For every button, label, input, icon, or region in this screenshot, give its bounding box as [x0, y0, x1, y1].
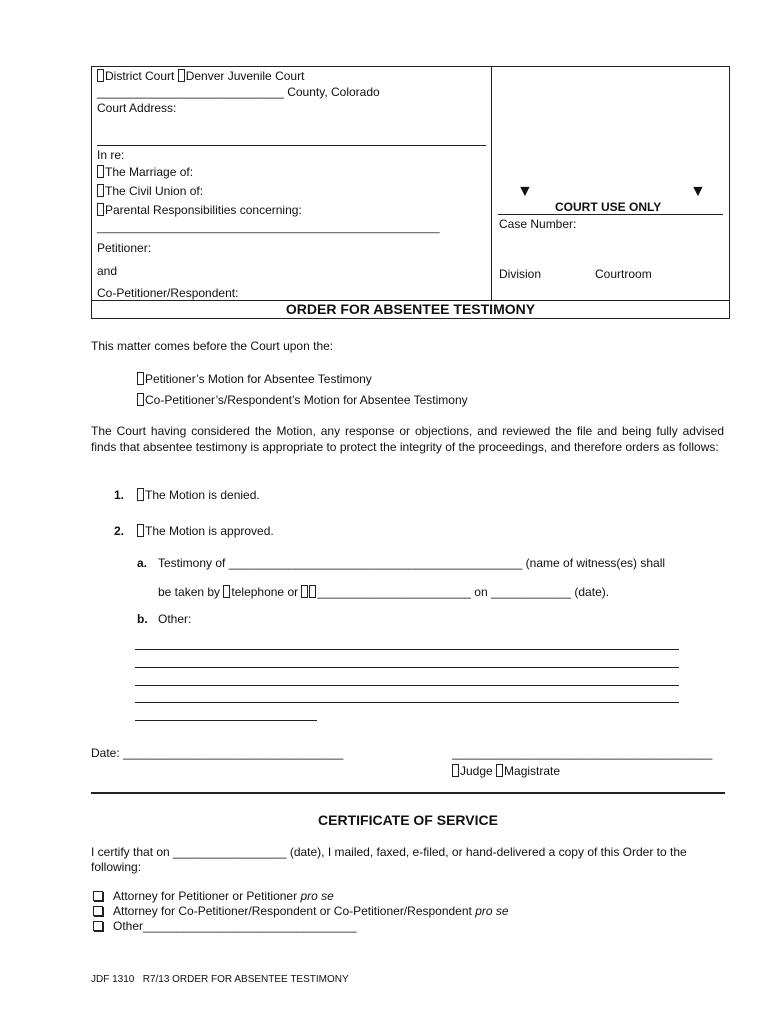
certificate-text: I certify that on _________________ (date), I mailed, faxed, e-filed, or hand-delivered a copy of this Order to the following: [91, 845, 687, 874]
motion-approved-label: The Motion is approved. [145, 524, 274, 538]
findings-paragraph: The Court having considered the Motion, any response or objections, and reviewed the file and being fully advised finds that absentee testimony is appropriate to protect the integrity of the proceedings, and therefore orders as follows: [91, 424, 724, 454]
other-line-1[interactable] [135, 649, 679, 650]
method-date-line: _______________________ on ____________ (date). [317, 585, 610, 599]
judge-checkbox[interactable] [452, 764, 459, 777]
testimony-of-line: Testimony of ____________________________________________ (name of witness(es) shall [158, 556, 666, 570]
signer-type-row [452, 764, 560, 778]
motion-denied-checkbox[interactable] [137, 488, 144, 501]
service-option-1 [93, 889, 334, 903]
in-re-label: In re: [97, 148, 125, 162]
motion-petitioner-checkbox[interactable] [137, 372, 144, 385]
court-address-label: Court Address: [97, 101, 177, 115]
other-line-2[interactable] [135, 667, 679, 668]
court-type-row [97, 69, 304, 83]
parental-checkbox[interactable] [97, 203, 104, 216]
civil-union-row [97, 184, 203, 198]
taken-by-label: be taken by [158, 585, 224, 599]
division-label: Division [499, 267, 542, 281]
parental-row [97, 203, 302, 217]
service-option-2-label: Attorney for Co-Petitioner/Respondent or Co-Petitioner/Respondent [113, 904, 476, 918]
courtroom-label: Courtroom [595, 267, 652, 281]
juvenile-court-label: Denver Juvenile Court [185, 69, 305, 83]
item1-number: 1. [114, 488, 125, 502]
date-line[interactable]: Date: _________________________________ [91, 746, 344, 760]
taken-by-row [158, 585, 609, 599]
subitem-b-label: b. [137, 612, 148, 626]
section-divider [91, 792, 725, 794]
magistrate-checkbox[interactable] [496, 764, 503, 777]
service-option-1-checkbox[interactable] [93, 891, 103, 901]
co-petitioner-label: Co-Petitioner/Respondent: [97, 286, 239, 300]
telephone-label: telephone or [231, 585, 302, 599]
other-method-checkbox-2[interactable] [309, 585, 316, 598]
service-option-1-ital: pro se [300, 889, 334, 903]
motion-co-label: Co-Petitioner’s/Respondent’s Motion for Absentee Testimony [145, 393, 468, 407]
page-title: ORDER FOR ABSENTEE TESTIMONY [285, 301, 536, 317]
motion-co-checkbox[interactable] [137, 393, 144, 406]
service-option-3-checkbox[interactable] [93, 921, 103, 931]
motion-petitioner-label: Petitioner’s Motion for Absentee Testimony [145, 372, 372, 386]
motion-co-row [137, 393, 468, 407]
district-court-label: District Court [105, 69, 175, 83]
marriage-row [97, 165, 193, 179]
arrow-down-icon: ▼ [517, 183, 533, 200]
item2-number: 2. [114, 524, 125, 538]
intro-text: This matter comes before the Court upon the: [91, 339, 334, 353]
other-line-5[interactable] [135, 720, 317, 721]
caption-separator [97, 145, 486, 146]
item1-row [137, 488, 260, 502]
service-option-3 [93, 919, 357, 933]
service-option-2-ital: pro se [475, 904, 509, 918]
county-line: ____________________________ County, Colorado [97, 85, 380, 99]
court-use-line [498, 214, 723, 215]
juvenile-court-checkbox[interactable] [178, 69, 185, 82]
other-method-checkbox[interactable] [301, 585, 308, 598]
service-option-2 [93, 904, 509, 918]
subitem-a-label: a. [137, 556, 148, 570]
other-line-3[interactable] [135, 685, 679, 686]
other-line-4[interactable] [135, 702, 679, 703]
telephone-checkbox[interactable] [223, 585, 230, 598]
case-number-label: Case Number: [499, 217, 577, 231]
party-name-blank: ________________________________________________________ [97, 222, 440, 234]
motion-denied-label: The Motion is denied. [145, 488, 260, 502]
certificate-title: CERTIFICATE OF SERVICE [318, 812, 498, 828]
district-court-checkbox[interactable] [97, 69, 104, 82]
parental-label: Parental Responsibilities concerning: [105, 203, 302, 217]
item2-row [137, 524, 274, 538]
petitioner-label: Petitioner: [97, 241, 152, 255]
caption-divider [491, 66, 492, 301]
court-use-only-label: COURT USE ONLY [555, 200, 662, 214]
other-label: Other: [158, 612, 192, 626]
magistrate-label: Magistrate [504, 764, 561, 778]
service-option-2-checkbox[interactable] [93, 906, 103, 916]
civil-union-checkbox[interactable] [97, 184, 104, 197]
footer-form-id: JDF 1310 R7/13 ORDER FOR ABSENTEE TESTIMONY [91, 974, 349, 985]
service-option-3-label: Other________________________________ [113, 919, 357, 933]
signature-line[interactable]: _______________________________________ [452, 746, 713, 760]
civil-union-label: The Civil Union of: [105, 184, 204, 198]
motion-petitioner-row [137, 372, 372, 386]
marriage-label: The Marriage of: [105, 165, 194, 179]
and-label: and [97, 264, 118, 278]
marriage-checkbox[interactable] [97, 165, 104, 178]
service-option-1-label: Attorney for Petitioner or Petitioner [113, 889, 301, 903]
motion-approved-checkbox[interactable] [137, 524, 144, 537]
judge-label: Judge [460, 764, 493, 778]
arrow-down-icon-right: ▼ [690, 183, 706, 200]
